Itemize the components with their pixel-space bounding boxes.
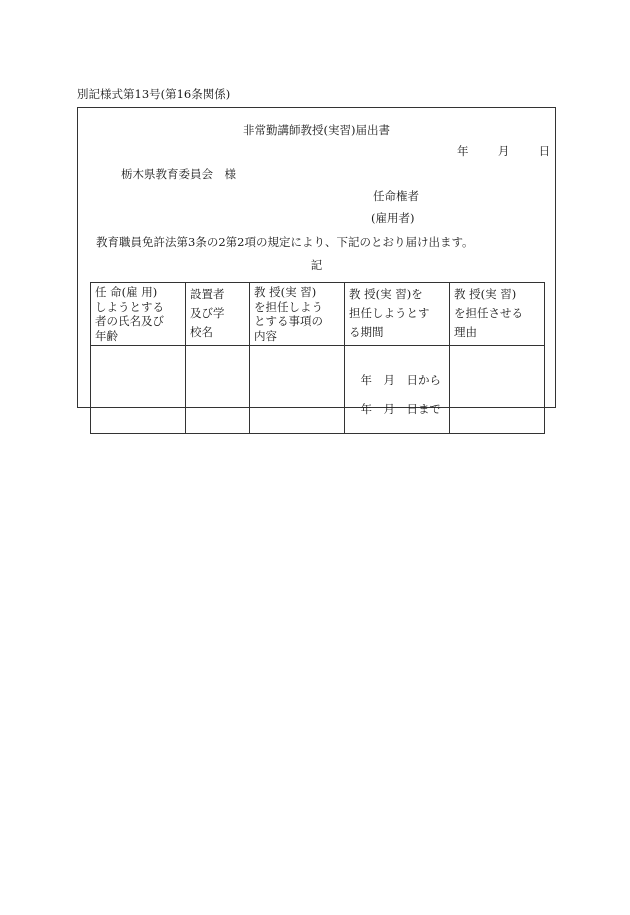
employer-label: (雇用者) [371, 211, 415, 225]
form-number-label: 別記様式第13号(第16条関係) [77, 87, 231, 101]
header-subject: 教 授(実 習) を担任しよう とする事項の 内容 [250, 283, 345, 346]
table-header-row [91, 283, 545, 346]
header-reason: 教 授(実 習) を担任させる 理由 [450, 283, 545, 346]
period-to: 年 月 日まで [360, 401, 441, 416]
header-name-age: 任 命(雇 用) しようとする 者の氏名及び 年齢 [91, 283, 186, 346]
header-school: 設置者 及び学 校名 [186, 283, 250, 346]
body-text: 教育職員免許法第3条の2第2項の規定により、下記のとおり届け出ます。 [96, 235, 474, 249]
header-period: 教 授(実 習)を 担任しようとす る期間 [345, 283, 450, 346]
notification-table [90, 282, 545, 434]
date-year: 年 [457, 144, 469, 158]
date-month: 月 [497, 144, 510, 158]
cell-reason[interactable] [450, 346, 545, 434]
cell-subject[interactable] [250, 346, 345, 434]
period-from: 年 月 日から [360, 372, 441, 387]
cell-school[interactable] [186, 346, 250, 434]
addressee: 栃木県教育委員会 様 [121, 167, 236, 181]
date-line [457, 143, 550, 159]
appointer-label: 任命権者 [373, 189, 419, 203]
form-frame [77, 107, 556, 416]
date-day: 日 [538, 144, 551, 158]
table-row [91, 346, 545, 434]
form-title: 非常勤講師教授(実習)届出書 [243, 123, 390, 137]
ki-heading: 記 [310, 258, 323, 272]
cell-name-age[interactable] [91, 346, 186, 434]
cell-period[interactable] [345, 346, 450, 434]
